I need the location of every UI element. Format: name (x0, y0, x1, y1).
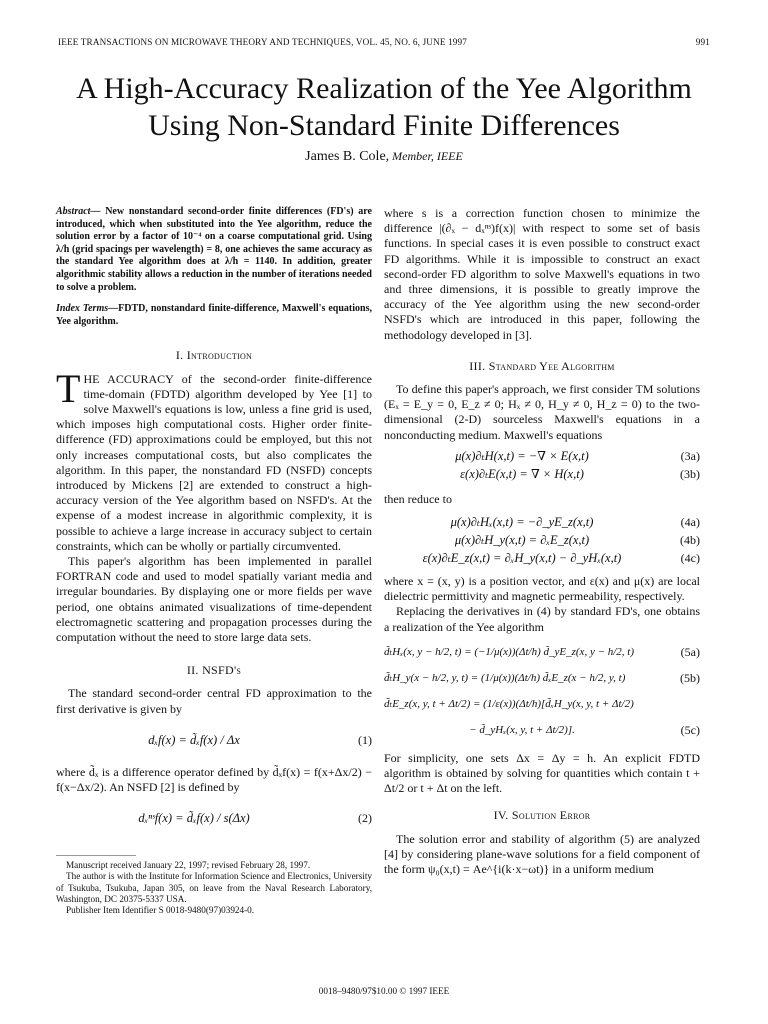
abstract-lead: Abstract— (56, 206, 101, 217)
equation-2-body: dₓⁿˢf(x) = d̃ₓf(x) / s(Δx) (138, 811, 250, 826)
abstract-text: New nonstandard second-order finite differences (FD's) are introduced, which when substituted into the Yee algorithm, reduce the solution error by a factor of 10⁻⁴ on a coarse computational grid. Using λ/h (grid spacings per wavelength) = 8, one achieves the same accuracy as the standard Yee algorithm does at λ/h = 1140. In addition, greater algorithmic stability allows a reduction in the number of iterations needed to solve a problem. (56, 206, 372, 293)
page-number: 991 (695, 37, 710, 47)
author-role: Member, IEEE (392, 149, 463, 163)
equation-1-body: dₓf(x) = d̃ₓf(x) / Δx (148, 732, 240, 747)
equation-4a: μ(x)∂ₜHₓ(x,t) = −∂_yE_z(x,t) (4a) (450, 515, 700, 530)
footnote-received: Manuscript received January 22, 1997; revised February 28, 1997. (66, 860, 311, 871)
equation-4b: μ(x)∂ₜH_y(x,t) = ∂ₓE_z(x,t) (4b) (454, 533, 700, 548)
equation-5c-line2: − d̃_yHₓ(x, y, t + Δt/2)]. (5c) (469, 722, 700, 737)
yee-paragraph-2: where x = (x, y) is a position vector, and ε(x) and μ(x) are local dielectric permittivity and magnetic permeability, respectively. (384, 574, 700, 604)
equation-3b: ε(x)∂ₜE(x,t) = ∇ × H(x,t) (3b) (460, 466, 700, 481)
equation-2-number: (2) (358, 811, 372, 826)
author-line (0, 149, 768, 165)
author-name: James B. Cole, (305, 149, 390, 164)
right-column (384, 206, 700, 877)
section-heading-standard-yee: III. Standard Yee Algorithm (469, 358, 615, 373)
index-terms-text: —FDTD, nonstandard finite-difference, Maxwell's equations, Yee algorithm. (56, 303, 372, 327)
equation-4c: ε(x)∂ₜE_z(x,t) = ∂ₓH_y(x,t) − ∂_yHₓ(x,t) (4c) (422, 551, 700, 566)
equation-1 (56, 723, 372, 759)
intro-paragraph-2: This paper's algorithm has been implemented in parallel FORTRAN code and used to model spatially variant media and irregular boundaries. By displaying one or more fields per wave period, one obtains animated visualizations of time-dependent electromagnetic scattering and propagation processes during the computation without the need to store large data sets. (56, 553, 372, 644)
equation-5a: d̃ₜHₓ(x, y − h/2, t) = (−1/μ(x))(Δt/h) d̃_yE_z(x, y − h/2, t) (5a) (384, 644, 700, 659)
title-line-2: Using Non-Standard Finite Differences (148, 109, 620, 142)
right-paragraph-top: where s is a correction function chosen to minimize the difference |(∂ₓ − dₓⁿˢ)f(x)| with respect to some set of basis functions. In special cases it is even possible to construct exact FD algorithms. While it is impossible to construct an exact second-order FD algorithm to solve Maxwell's equations in two and three dimensions, it is possible to greatly improve the accuracy of the Yee algorithm using the new second-order NSFD's which are introduced in this paper, following the methodology developed in [3]. (384, 206, 700, 342)
journal-header: IEEE TRANSACTIONS ON MICROWAVE THEORY AND TECHNIQUES, VOL. 45, NO. 6, JUNE 1997 (58, 37, 468, 47)
running-head (58, 37, 710, 51)
yee-paragraph-4: For simplicity, one sets Δx = Δy = h. An explicit FDTD algorithm is obtained by solving for quantities which contain t + Δt/2 or t + Δt on the left. (384, 750, 700, 796)
title-line-1: A High-Accuracy Realization of the Yee Algorithm (76, 72, 692, 105)
nsfd-paragraph-1: The standard second-order central FD approximation to the first derivative is given by (56, 686, 372, 716)
equation-1-number: (1) (358, 732, 372, 747)
section-heading-nsfd: II. NSFD's (186, 663, 242, 678)
then-reduce-text: then reduce to (384, 491, 452, 506)
index-terms-lead: Index Terms (56, 303, 109, 315)
equation-5b: d̃ₜH_y(x − h/2, y, t) = (1/μ(x))(Δt/h) d̃ₓE_z(x − h/2, y, t) (5b) (384, 670, 700, 685)
index-terms (56, 303, 372, 328)
left-column (56, 206, 372, 916)
equation-3a: μ(x)∂ₜH(x,t) = −∇ × E(x,t) (3a) (455, 448, 700, 463)
section-heading-solution-error: IV. Solution Error (493, 808, 591, 823)
solution-error-paragraph-1: The solution error and stability of algorithm (5) are analyzed [4] by considering plane-wave solutions for a field component of the form ψ₀(x,t) = Ae^{i(k·x−ωt)} in a uniform medium (384, 831, 700, 877)
yee-paragraph-3: Replacing the derivatives in (4) by standard FD's, one obtains a realization of the Yee algorithm (384, 604, 700, 634)
footnotes (56, 860, 372, 916)
intro-paragraph-1: THE ACCURACY of the second-order finite-difference time-domain (FDTD) algorithm developed by Yee [1] to solve Maxwell's equations is low, unless a fine grid is used, which imposes high computational costs. Higher order finite-difference (FD) approximations could be employed, but this not only increases computational costs, but also complicates the algorithm. In this paper, the nonstandard FD (NSFD) concepts introduced by Mickens [2] are extended to construct a high-accuracy version of the Yee algorithm based on NSFD's. At the expense of a modest increase in algorithmic complexity, it is possible to achieve a large increase in accuracy subject to certain constraints, which can be wholly or partially circumvented. (56, 365, 372, 553)
equation-2 (56, 801, 372, 837)
yee-paragraph-1: To define this paper's approach, we first consider TM solutions (Eₓ = E_y = 0, E_z ≠ 0; Hₓ ≠ 0, H_y ≠ 0, H_z = 0) to the two-dimensional (2-D) sourceless Maxwell's equations in a nonconducting medium. Maxwell's equations (384, 382, 700, 442)
paper-title (40, 70, 728, 144)
equation-5c-line1: d̃ₜE_z(x, y, t + Δt/2) = (1/ε(x))(Δt/h)[d̃ₓH_y(x, y, t + Δt/2) (384, 697, 634, 710)
abstract (56, 206, 372, 294)
footnote-affiliation: The author is with the Institute for Information Science and Electronics, University of Tsukuba, Tsukuba, Japan 305, on leave from the Naval Research Laboratory, Washington, DC 20375-5337 USA. (56, 871, 372, 904)
nsfd-paragraph-2: where d̃ₓ is a difference operator defined by d̃ₓf(x) = f(x+Δx/2) − f(x−Δx/2). An NSFD [2] is defined by (56, 764, 372, 795)
footnote-pii: Publisher Item Identifier S 0018-9480(97)03924-0. (66, 905, 255, 916)
section-heading-introduction: I. Introduction (175, 348, 253, 363)
drop-cap: T (56, 365, 81, 411)
copyright-line: 0018–9480/97$10.00 © 1997 IEEE (318, 986, 450, 996)
